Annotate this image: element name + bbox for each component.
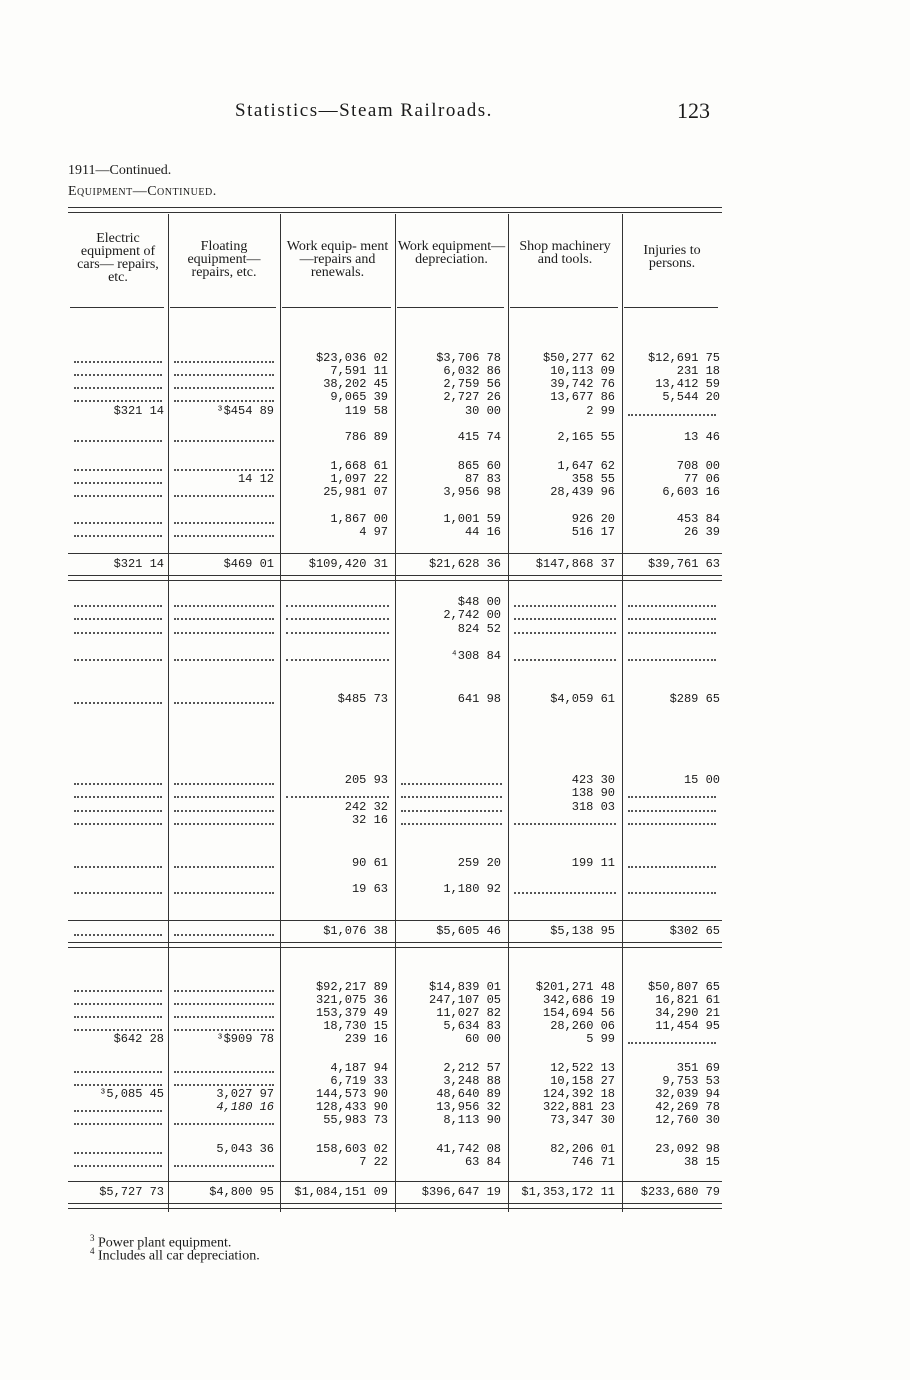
- dot-leader: [514, 659, 616, 661]
- table-cell: $14,839 01: [428, 980, 501, 994]
- dot-leader: [74, 1016, 162, 1018]
- table-cell: 2,727 26: [443, 390, 501, 404]
- table-cell: ³5,085 45: [99, 1087, 164, 1101]
- table-cell: $50,807 65: [647, 980, 720, 994]
- dot-leader: [74, 1110, 162, 1112]
- dot-leader: [401, 810, 502, 812]
- table-cell: 786 89: [344, 430, 388, 444]
- table-cell: 6,719 33: [330, 1074, 388, 1088]
- table-cell: 926 20: [571, 512, 615, 526]
- table-cell: 4,180 16: [216, 1100, 274, 1114]
- table-cell: ³$454 89: [216, 404, 274, 418]
- dot-leader: [74, 823, 162, 825]
- section-continued: Equipment—Continued.: [68, 184, 217, 199]
- table-cell: 2 99: [586, 404, 615, 418]
- rule-header-bottom: [282, 307, 391, 308]
- table-cell: 351 69: [676, 1061, 720, 1075]
- running-head: Statistics—Steam Railroads.: [235, 100, 493, 121]
- table-cell: $485 73: [337, 692, 388, 706]
- dot-leader: [286, 632, 389, 634]
- dot-leader: [174, 605, 274, 607]
- table-cell: ⁴308 84: [450, 649, 501, 663]
- total-cell: $21,628 36: [428, 557, 501, 571]
- dot-leader: [74, 1084, 162, 1086]
- table-cell: 138 90: [571, 786, 615, 800]
- dot-leader: [174, 374, 274, 376]
- rule-header-bottom: [624, 307, 718, 308]
- table-cell: 2,212 57: [443, 1061, 501, 1075]
- footnote-3: $^3$ Power plant equipment.: [90, 1233, 232, 1251]
- dot-leader: [74, 702, 162, 704]
- dot-leader: [174, 892, 274, 894]
- dot-leader: [174, 659, 274, 661]
- table-cell: 48,640 89: [436, 1087, 501, 1101]
- dot-leader: [514, 618, 616, 620]
- dot-leader: [174, 1084, 274, 1086]
- column-header: Electric equipment of cars— repairs, etc.: [77, 231, 159, 285]
- table-cell: 10,113 09: [550, 364, 615, 378]
- table-cell: 32,039 94: [655, 1087, 720, 1101]
- dot-leader: [174, 387, 274, 389]
- table-cell: 3,248 88: [443, 1074, 501, 1088]
- dot-leader: [74, 482, 162, 484]
- dot-leader: [401, 823, 502, 825]
- table-cell: 55,983 73: [323, 1113, 388, 1127]
- total-cell: $147,868 37: [535, 557, 615, 571]
- table-cell: 1,001 59: [443, 512, 501, 526]
- dot-leader: [74, 1123, 162, 1125]
- dot-leader: [628, 796, 716, 798]
- table-cell: 90 61: [351, 856, 388, 870]
- table-cell: 119 58: [344, 404, 388, 418]
- table-cell: 516 17: [571, 525, 615, 539]
- dot-leader: [286, 605, 389, 607]
- column-header: Shop machinery and tools.: [519, 239, 611, 267]
- dot-leader: [74, 866, 162, 868]
- dot-leader: [401, 783, 502, 785]
- table-cell: 3,956 98: [443, 485, 501, 499]
- table-cell: 73,347 30: [550, 1113, 615, 1127]
- total-cell: $109,420 31: [308, 557, 388, 571]
- dot-leader: [174, 1165, 274, 1167]
- table-cell: 28,439 96: [550, 485, 615, 499]
- dot-leader: [628, 632, 716, 634]
- table-cell: 247,107 05: [428, 993, 501, 1007]
- rule-section-end: [68, 575, 722, 576]
- dot-leader: [74, 605, 162, 607]
- rule-header-bottom: [170, 307, 276, 308]
- table-cell: 60 00: [464, 1032, 501, 1046]
- dot-leader: [74, 783, 162, 785]
- total-cell: $302 65: [669, 924, 720, 938]
- table-cell: 13,677 86: [550, 390, 615, 404]
- table-cell: $321 14: [113, 404, 164, 418]
- table-cell: 42,269 78: [655, 1100, 720, 1114]
- table-cell: 5,043 36: [216, 1142, 274, 1156]
- dot-leader: [74, 1165, 162, 1167]
- page-number: 123: [677, 98, 710, 123]
- table-cell: 1,180 92: [443, 882, 501, 896]
- table-cell: 342,686 19: [542, 993, 615, 1007]
- dot-leader: [174, 1029, 274, 1031]
- dot-leader: [74, 535, 162, 537]
- dot-leader: [174, 361, 274, 363]
- dot-leader: [74, 495, 162, 497]
- table-cell: 18,730 15: [323, 1019, 388, 1033]
- total-cell: $1,353,172 11: [521, 1185, 615, 1199]
- table-cell: 16,821 61: [655, 993, 720, 1007]
- table-cell: 14 12: [237, 472, 274, 486]
- total-cell: $396,647 19: [421, 1185, 501, 1199]
- table-cell: 12,522 13: [550, 1061, 615, 1075]
- total-cell: $5,605 46: [436, 924, 501, 938]
- dot-leader: [74, 1003, 162, 1005]
- table-cell: 259 20: [457, 856, 501, 870]
- table-cell: 13 46: [683, 430, 720, 444]
- table-cell: 231 18: [676, 364, 720, 378]
- table-cell: 9,753 53: [662, 1074, 720, 1088]
- total-cell: $4,800 95: [209, 1185, 274, 1199]
- dot-leader: [74, 522, 162, 524]
- table-cell: 38 15: [683, 1155, 720, 1169]
- table-cell: 44 16: [464, 525, 501, 539]
- table-cell: 8,113 90: [443, 1113, 501, 1127]
- rule-header-bottom: [70, 307, 164, 308]
- dot-leader: [628, 1042, 716, 1044]
- rule-section-end-2: [68, 1208, 722, 1209]
- table-cell: 199 11: [571, 856, 615, 870]
- column-header: Injuries to persons.: [643, 243, 701, 271]
- footnote-4: $^4$ Includes all car depreciation.: [90, 1246, 260, 1264]
- column-header: Work equipment— depreciation.: [397, 239, 506, 267]
- table-cell: 41,742 08: [436, 1142, 501, 1156]
- table-cell: 2,759 56: [443, 377, 501, 391]
- table-cell: $50,277 62: [542, 351, 615, 365]
- rule-section-end: [68, 942, 722, 943]
- rule-top: [68, 207, 722, 208]
- table-cell: 39,742 76: [550, 377, 615, 391]
- table-cell: 128,433 90: [315, 1100, 388, 1114]
- dot-leader: [628, 414, 716, 416]
- table-cell: 7,591 11: [330, 364, 388, 378]
- table-cell: $3,706 78: [436, 351, 501, 365]
- table-cell: 641 98: [457, 692, 501, 706]
- dot-leader: [174, 990, 274, 992]
- table-cell: 77 06: [683, 472, 720, 486]
- table-cell: 746 71: [571, 1155, 615, 1169]
- dot-leader: [74, 632, 162, 634]
- table-cell: 15 00: [683, 773, 720, 787]
- table-cell: 2,165 55: [557, 430, 615, 444]
- dot-leader: [628, 618, 716, 620]
- dot-leader: [174, 796, 274, 798]
- table-cell: $289 65: [669, 692, 720, 706]
- year-continued: 1911—Continued.: [68, 163, 172, 178]
- dot-leader: [174, 632, 274, 634]
- dot-leader: [286, 796, 389, 798]
- rule-total: [68, 553, 722, 554]
- table-cell: 415 74: [457, 430, 501, 444]
- table-cell: 25,981 07: [323, 485, 388, 499]
- table-cell: 34,290 21: [655, 1006, 720, 1020]
- total-cell: $233,680 79: [640, 1185, 720, 1199]
- dot-leader: [174, 702, 274, 704]
- total-cell: $5,138 95: [550, 924, 615, 938]
- table-cell: 708 00: [676, 459, 720, 473]
- dot-leader: [174, 810, 274, 812]
- table-cell: 154,694 56: [542, 1006, 615, 1020]
- table-cell: 321,075 36: [315, 993, 388, 1007]
- table-cell: 28,260 06: [550, 1019, 615, 1033]
- table-cell: 1,647 62: [557, 459, 615, 473]
- dot-leader: [74, 796, 162, 798]
- table-cell: 4,187 94: [330, 1061, 388, 1075]
- table-cell: 358 55: [571, 472, 615, 486]
- dot-leader: [74, 400, 162, 402]
- dot-leader: [74, 387, 162, 389]
- table-cell: 1,097 22: [330, 472, 388, 486]
- table-cell: 19 63: [351, 882, 388, 896]
- total-cell: $469 01: [223, 557, 274, 571]
- table-cell: 82,206 01: [550, 1142, 615, 1156]
- table-cell: 153,379 49: [315, 1006, 388, 1020]
- table-cell: 63 84: [464, 1155, 501, 1169]
- column-header: Work equip- ment—repairs and renewals.: [286, 239, 389, 280]
- dot-leader: [514, 605, 616, 607]
- table-cell: 6,032 86: [443, 364, 501, 378]
- total-cell: $1,076 38: [323, 924, 388, 938]
- total-cell: $39,761 63: [647, 557, 720, 571]
- rule-total: [68, 920, 722, 921]
- table-cell: 5,544 20: [662, 390, 720, 404]
- dot-leader: [401, 796, 502, 798]
- table-cell: 13,412 59: [655, 377, 720, 391]
- rule-total: [68, 1181, 722, 1182]
- table-cell: 5 99: [586, 1032, 615, 1046]
- total-cell: $5,727 73: [99, 1185, 164, 1199]
- table-cell: 30 00: [464, 404, 501, 418]
- table-cell: 87 83: [464, 472, 501, 486]
- dot-leader: [514, 823, 616, 825]
- table-cell: 205 93: [344, 773, 388, 787]
- dot-leader: [514, 632, 616, 634]
- dot-leader: [174, 495, 274, 497]
- table-cell: $23,036 02: [315, 351, 388, 365]
- dot-leader: [174, 400, 274, 402]
- table-cell: 239 16: [344, 1032, 388, 1046]
- table-cell: 865 60: [457, 459, 501, 473]
- dot-leader: [74, 618, 162, 620]
- table-cell: 2,742 00: [443, 608, 501, 622]
- table-cell: 453 84: [676, 512, 720, 526]
- table-cell: 11,027 82: [436, 1006, 501, 1020]
- table-cell: 6,603 16: [662, 485, 720, 499]
- dot-leader: [74, 1152, 162, 1154]
- table-cell: 9,065 39: [330, 390, 388, 404]
- table-cell: 322,881 23: [542, 1100, 615, 1114]
- dot-leader: [74, 374, 162, 376]
- table-cell: 38,202 45: [323, 377, 388, 391]
- dot-leader: [628, 892, 716, 894]
- dot-leader: [74, 1071, 162, 1073]
- table-cell: 144,573 90: [315, 1087, 388, 1101]
- dot-leader: [74, 990, 162, 992]
- rule-section-end-2: [68, 947, 722, 948]
- column-divider: [168, 214, 169, 1212]
- dot-leader: [74, 440, 162, 442]
- table-cell: 5,634 83: [443, 1019, 501, 1033]
- dot-leader: [514, 892, 616, 894]
- table-cell: 4 97: [359, 525, 388, 539]
- table-cell: 23,092 98: [655, 1142, 720, 1156]
- table-cell: $4,059 61: [550, 692, 615, 706]
- dot-leader: [74, 659, 162, 661]
- table-cell: 12,760 30: [655, 1113, 720, 1127]
- dot-leader: [174, 618, 274, 620]
- rule-section-end-2: [68, 580, 722, 581]
- dot-leader: [174, 866, 274, 868]
- dot-leader: [174, 783, 274, 785]
- table-cell: 824 52: [457, 622, 501, 636]
- dot-leader: [174, 1123, 274, 1125]
- dot-leader: [74, 1029, 162, 1031]
- table-cell: $92,217 89: [315, 980, 388, 994]
- table-cell: 32 16: [351, 813, 388, 827]
- dot-leader: [628, 810, 716, 812]
- table-cell: 7 22: [359, 1155, 388, 1169]
- dot-leader: [74, 361, 162, 363]
- dot-leader: [174, 1016, 274, 1018]
- table-cell: 13,956 32: [436, 1100, 501, 1114]
- dot-leader: [286, 659, 389, 661]
- table-cell: $201,271 48: [535, 980, 615, 994]
- table-cell: 10,158 27: [550, 1074, 615, 1088]
- dot-leader: [74, 469, 162, 471]
- table-cell: 124,392 18: [542, 1087, 615, 1101]
- dot-leader: [628, 866, 716, 868]
- table-cell: 1,867 00: [330, 512, 388, 526]
- dot-leader: [74, 934, 162, 936]
- table-cell: 242 32: [344, 800, 388, 814]
- rule-header-bottom: [397, 307, 504, 308]
- dot-leader: [628, 605, 716, 607]
- dot-leader: [628, 823, 716, 825]
- table-cell: $642 28: [113, 1032, 164, 1046]
- total-cell: $321 14: [113, 557, 164, 571]
- rule-header-bottom: [510, 307, 618, 308]
- table-cell: 26 39: [683, 525, 720, 539]
- table-cell: 318 03: [571, 800, 615, 814]
- dot-leader: [174, 469, 274, 471]
- dot-leader: [174, 440, 274, 442]
- table-cell: ³$909 78: [216, 1032, 274, 1046]
- dot-leader: [174, 934, 274, 936]
- table-cell: 423 30: [571, 773, 615, 787]
- dot-leader: [74, 810, 162, 812]
- table-cell: $12,691 75: [647, 351, 720, 365]
- table-cell: 3,027 97: [216, 1087, 274, 1101]
- table-cell: 11,454 95: [655, 1019, 720, 1033]
- dot-leader: [628, 659, 716, 661]
- rule-section-end: [68, 1203, 722, 1204]
- dot-leader: [174, 1071, 274, 1073]
- dot-leader: [174, 823, 274, 825]
- table-cell: $48 00: [457, 595, 501, 609]
- dot-leader: [286, 618, 389, 620]
- dot-leader: [74, 892, 162, 894]
- dot-leader: [174, 1003, 274, 1005]
- dot-leader: [174, 535, 274, 537]
- column-header: Floating equipment— repairs, etc.: [187, 239, 261, 280]
- table-cell: 1,668 61: [330, 459, 388, 473]
- dot-leader: [174, 522, 274, 524]
- total-cell: $1,084,151 09: [294, 1185, 388, 1199]
- rule-top-2: [68, 212, 722, 213]
- table-cell: 158,603 02: [315, 1142, 388, 1156]
